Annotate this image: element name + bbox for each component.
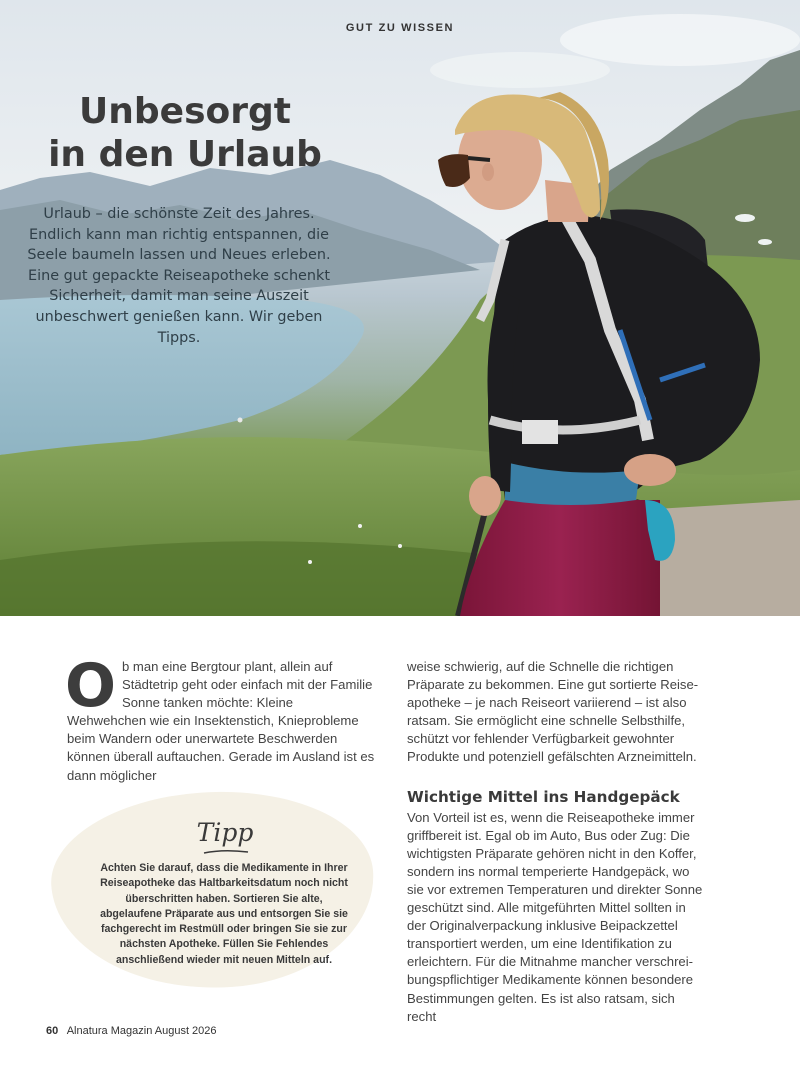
article-column-right — [407, 658, 707, 1026]
subheading: Wichtige Mittel ins Handgepäck — [407, 787, 680, 806]
article-text-right-2: Von Vorteil ist es, wenn die Reiseapotheke immer griffbereit ist. Egal ob im Auto, Bus oder Zug: Die wichtigsten Präparate gehören nicht in den Koffer, sondern ins normal temperierte Handgepäck, wo sie vor extremen Temperaturen und direkter Sonne geschützt sind. Alle mitgeführten Mittel sollten in der Originalverpackung inklusive Beipackzettel transportiert werden, um eine Identifikation zu erleichtern. Für die Mitnahme mancher verschreibungspflichtiger Medikamente können besondere Bestimmungen gelten. Es ist also ratsam, sich recht — [407, 809, 703, 1024]
page-title — [30, 90, 340, 176]
tip-heading: Tipp — [196, 818, 254, 847]
article-text-right-1: weise schwierig, auf die Schnelle die richtigen Präparate zu bekommen. Eine gut sortierte Reiseapotheke – je nach Reiseort variierend – ist also ratsam. Sie ermöglicht eine schnelle Selbsthilfe, schützt vor fehlender Verfügbarkeit gewohnter Produkte und potenziell gefälschten Arzneimitteln. — [407, 659, 699, 765]
tip-underline-icon — [203, 849, 249, 855]
intro-paragraph: Urlaub – die schönste Zeit des Jahres. Endlich kann man richtig entspannen, die Seele baumeln lassen und Neues erleben. Eine gut gepackte Reiseapotheke schenkt Sicherheit, damit man seine Auszeit unbeschwert genießen kann. Wir geben Tipps. — [27, 206, 331, 346]
section-label: GUT ZU WISSEN — [345, 22, 455, 34]
title-line-1: Unbesorgt — [79, 91, 291, 132]
article-text-left: b man eine Bergtour plant, allein auf Städtetrip geht oder einfach mit der Familie Sonne tanken möchte: Kleine Wehwehchen wie ein Insektenstich, Knieprobleme beim Wandern oder unerwartete Beschwerden können überall auftauchen. Gerade im Ausland ist es dann möglicher — [67, 659, 375, 783]
article-column-left — [65, 651, 375, 785]
page-number: 60 — [46, 1025, 59, 1037]
title-line-2: in den Urlaub — [48, 134, 322, 175]
page-footer — [46, 1025, 217, 1037]
dropcap: O — [65, 651, 117, 721]
publication-name: Alnatura Magazin August 2026 — [66, 1025, 217, 1037]
tip-text: Achten Sie darauf, dass die Medikamente in Ihrer Reiseapotheke das Haltbarkeitsdatum noch nicht überschritten haben. Sortieren Sie alte, abgelaufene Präparate aus und entsorgen Sie sie fachgerecht im Restmüll oder bringen Sie sie zur nächsten Apotheke. Füllen Sie Fehlendes anschließend wieder mit neuen Mitteln auf. — [100, 862, 348, 966]
